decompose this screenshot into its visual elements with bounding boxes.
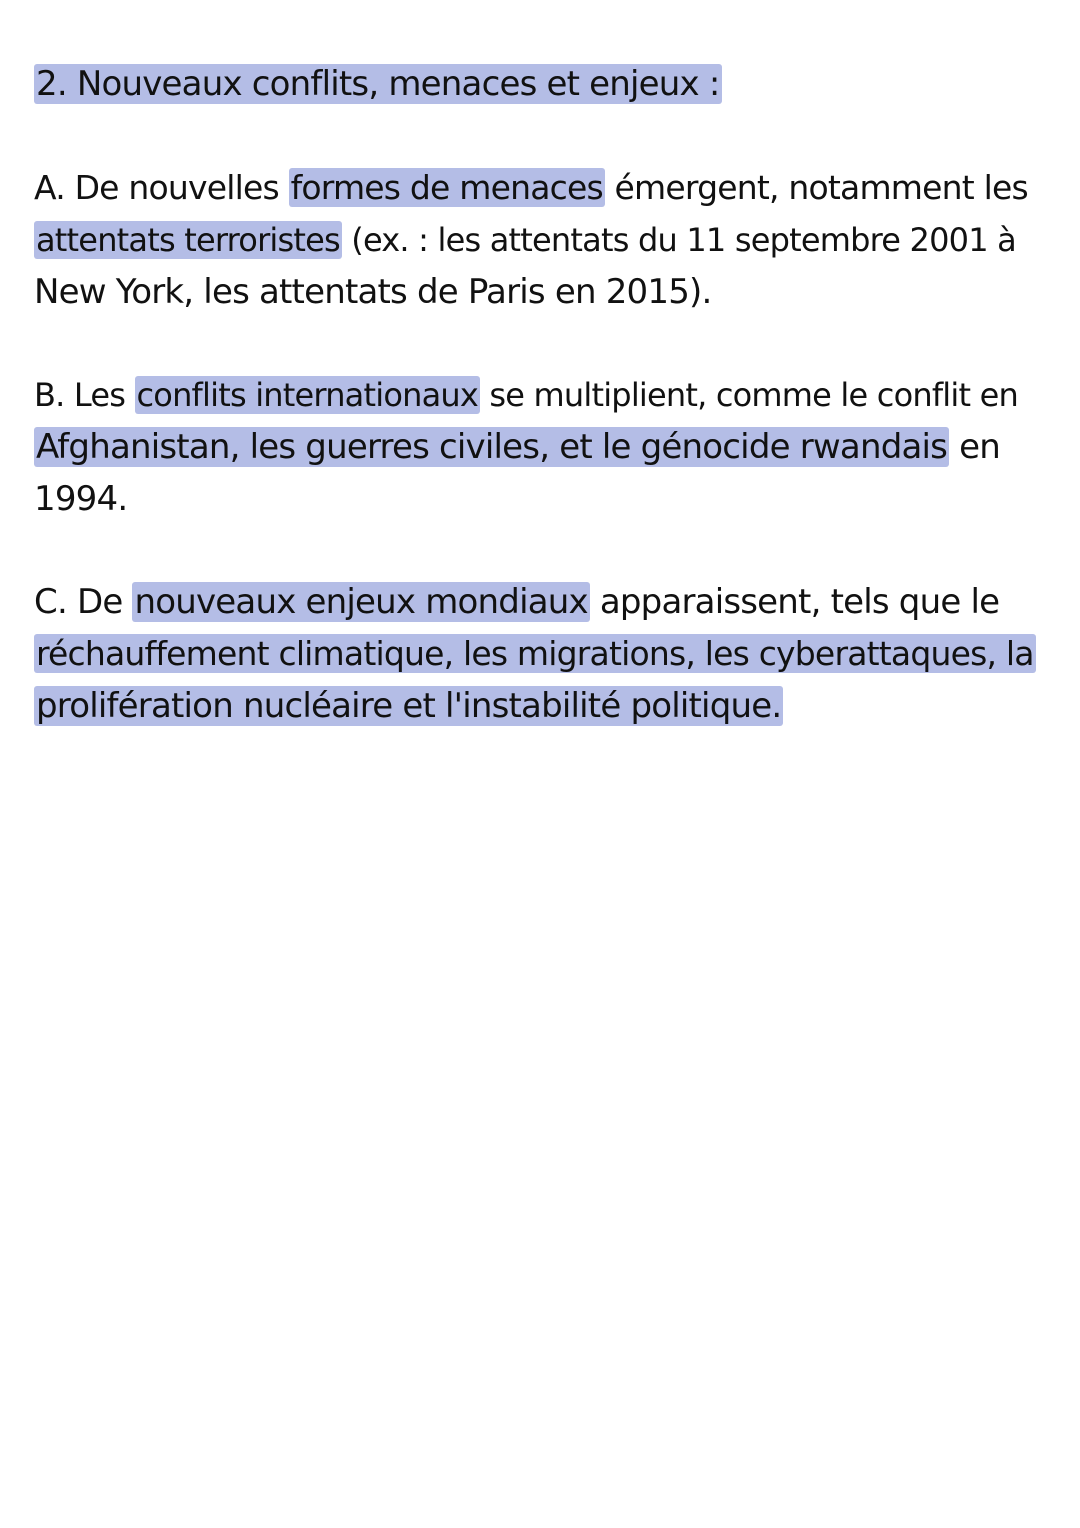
section-a-text: émergent, notamment les (604, 168, 1028, 207)
section-a-line-2 (34, 214, 1016, 266)
section-a-highlight: formes de menaces (290, 168, 603, 207)
section-b-line-3 (34, 473, 127, 525)
section-heading (34, 58, 722, 110)
section-a-text: New York, les attentats de Paris en 2015). (34, 272, 712, 312)
section-b-text: en (949, 427, 1000, 467)
section-b-line-2 (34, 421, 1000, 473)
section-b-highlight: conflits internationaux (136, 376, 479, 414)
section-c-line-1 (34, 576, 999, 628)
section-a-text: (ex. : les attentats du 11 septembre 2001 à (341, 221, 1016, 259)
heading-highlight: 2. Nouveaux conflits, menaces et enjeux : (36, 64, 720, 104)
section-c-line-2 (34, 628, 1036, 680)
section-a-highlight: attentats terroristes (36, 221, 340, 259)
section-c-highlight: nouveaux enjeux mondiaux (134, 582, 588, 622)
section-c-text: C. De (34, 582, 133, 622)
section-b-text: B. Les (34, 376, 135, 414)
section-b-text: se multiplient, comme le conflit en (480, 376, 1018, 414)
section-c-line-3 (34, 680, 783, 732)
section-b-line-1 (34, 369, 1018, 421)
section-c-highlight: réchauffement climatique, les migrations, les cyberattaques, la (36, 634, 1034, 673)
section-c-highlight: prolifération nucléaire et l'instabilité politique. (36, 686, 782, 726)
section-a-line-1 (34, 162, 1028, 214)
section-b-text: 1994. (34, 479, 128, 519)
section-a-text: A. De nouvelles (34, 168, 289, 207)
section-a-line-3 (34, 266, 712, 318)
section-b-highlight: Afghanistan, les guerres civiles, et le génocide rwandais (36, 427, 948, 467)
section-c-text: apparaissent, tels que le (589, 582, 1000, 622)
